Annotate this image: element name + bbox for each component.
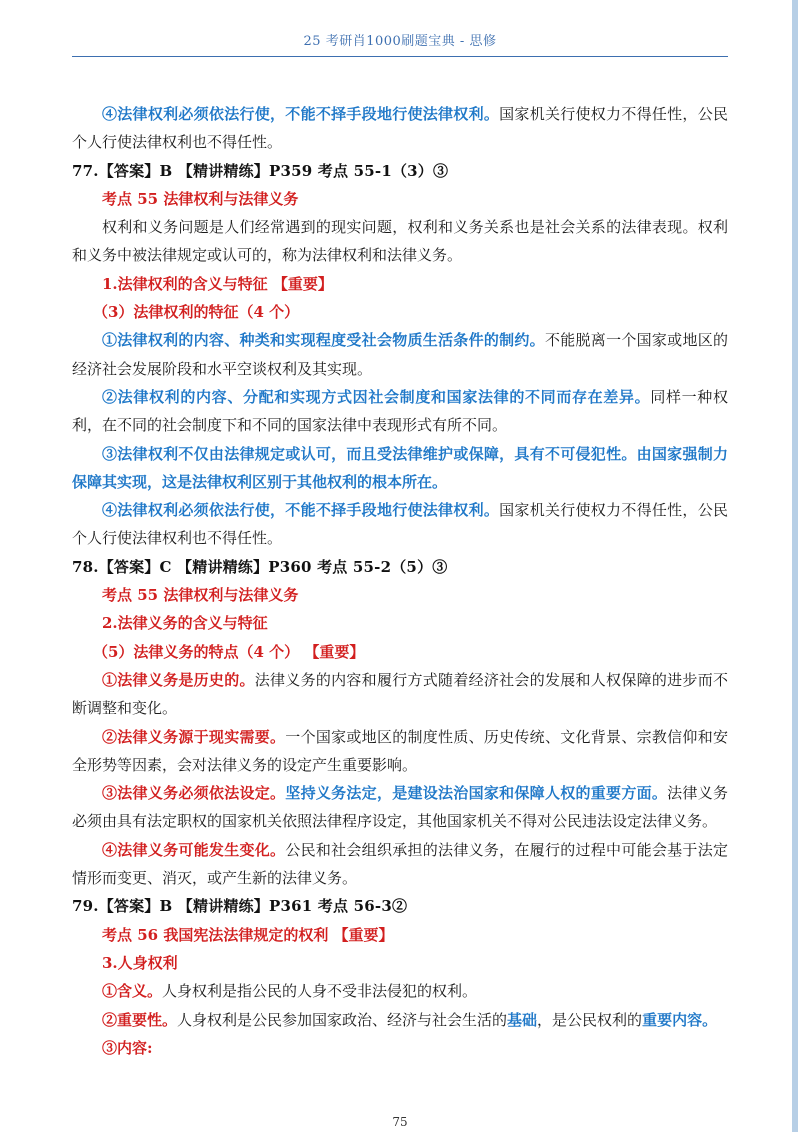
- body-text: 国家机关行使权力不得任性，公民个人行使法律权利也不得任性。: [72, 501, 728, 548]
- highlight-blue: 坚持义务法定，是建设法治国家和保障人权的重要方面。: [285, 784, 668, 803]
- paragraph: [72, 1006, 728, 1034]
- highlight-blue: ③法律权利不仅由法律规定或认可，而且受法律维护或保障，具有不可侵犯性。由国家强制力保障其实现，这是法律权利区别于其他权利的根本所在。: [72, 444, 728, 491]
- paragraph: [72, 100, 728, 157]
- paragraph: [72, 666, 728, 723]
- page-number: 75: [392, 1115, 408, 1129]
- body-text: 人身权利是指公民的人身不受非法侵犯的权利。: [162, 982, 478, 1001]
- header-rule: [72, 56, 728, 57]
- section-heading: 3.人身权利: [102, 953, 178, 972]
- paragraph: [72, 977, 728, 1005]
- page-content: [72, 100, 728, 1062]
- body-text: 人身权利是公民参加国家政治、经济与社会生活的: [177, 1010, 508, 1029]
- subsection-heading: （3）法律权利的特征（4 个）: [93, 303, 300, 322]
- highlight-blue: ④法律权利必须依法行使，不能不择手段地行使法律权利。: [102, 501, 500, 520]
- highlight-red: ①含义。: [102, 982, 163, 1001]
- body-text: 法律义务的内容和履行方式随着经济社会的发展和人权保障的进步而不断调整和变化。: [72, 670, 728, 718]
- highlight-blue: 重要内容。: [642, 1010, 718, 1029]
- paragraph: 权利和义务问题是人们经常遇到的现实问题，权利和义务关系也是社会关系的法律表现。权利和义务中被法律规定或认可的，称为法律权利和法律义务。: [72, 218, 728, 265]
- topic-heading: 考点 56 我国宪法法律规定的权利 【重要】: [102, 925, 394, 944]
- body-text: 一个国家或地区的制度性质、历史传统、文化背景、宗教信仰和安全形势等因素，会对法律义务的设定产生重要影响。: [72, 727, 728, 774]
- body-text: 同样一种权利，在不同的社会制度下和不同的国家法律中表现形式有所不同。: [72, 387, 728, 435]
- page-header: 25 考研肖1000刷题宝典 - 思修: [303, 34, 497, 49]
- highlight-red: ②法律义务源于现实需要。: [102, 727, 286, 746]
- paragraph: [72, 836, 728, 893]
- item-heading: ③内容:: [102, 1038, 153, 1057]
- paragraph: [72, 496, 728, 553]
- paragraph: [72, 326, 728, 383]
- answer-line: 77.【答案】B 【精讲精练】P359 考点 55-1（3）③: [72, 161, 449, 180]
- paragraph: [72, 383, 728, 440]
- body-text: ，是公民权利的: [537, 1010, 643, 1029]
- body-text: 不能脱离一个国家或地区的经济社会发展阶段和水平空谈权利及其实现。: [72, 331, 728, 378]
- highlight-blue: 基础: [507, 1010, 538, 1029]
- highlight-blue: ②法律权利的内容、分配和实现方式因社会制度和国家法律的不同而存在差异。: [102, 387, 651, 406]
- body-text: 国家机关行使权力不得任性，公民个人行使法律权利也不得任性。: [72, 105, 728, 152]
- paragraph: [72, 440, 728, 497]
- paragraph: [72, 779, 728, 836]
- highlight-red: ②重要性。: [102, 1010, 178, 1029]
- highlight-red: ④法律义务可能发生变化。: [102, 840, 286, 859]
- topic-heading: 考点 55 法律权利与法律义务: [102, 189, 299, 208]
- subsection-heading: （5）法律义务的特点（4 个） 【重要】: [93, 642, 365, 661]
- topic-heading: 考点 55 法律权利与法律义务: [102, 586, 299, 605]
- section-heading: 1.法律权利的含义与特征 【重要】: [102, 274, 333, 293]
- highlight-red: ①法律义务是历史的。: [102, 670, 255, 689]
- highlight-red: ③法律义务必须依法设定。: [102, 784, 286, 803]
- section-heading: 2.法律义务的含义与特征: [102, 614, 268, 633]
- answer-line: 79.【答案】B 【精讲精练】P361 考点 56-3②: [72, 897, 408, 916]
- paragraph: [72, 723, 728, 780]
- answer-line: 78.【答案】C 【精讲精练】P360 考点 55-2（5）③: [72, 557, 448, 576]
- highlight-blue: ④法律权利必须依法行使，不能不择手段地行使法律权利。: [102, 105, 500, 123]
- highlight-blue: ①法律权利的内容、种类和实现程度受社会物质生活条件的制约。: [102, 331, 545, 350]
- body-text: 公民和社会组织承担的法律义务，在履行的过程中可能会基于法定情形而变更、消灭，或产生新的法律义务。: [72, 840, 728, 888]
- body-text: 法律义务必须由具有法定职权的国家机关依照法律程序设定，其他国家机关不得对公民违法设定法律义务。: [72, 784, 728, 831]
